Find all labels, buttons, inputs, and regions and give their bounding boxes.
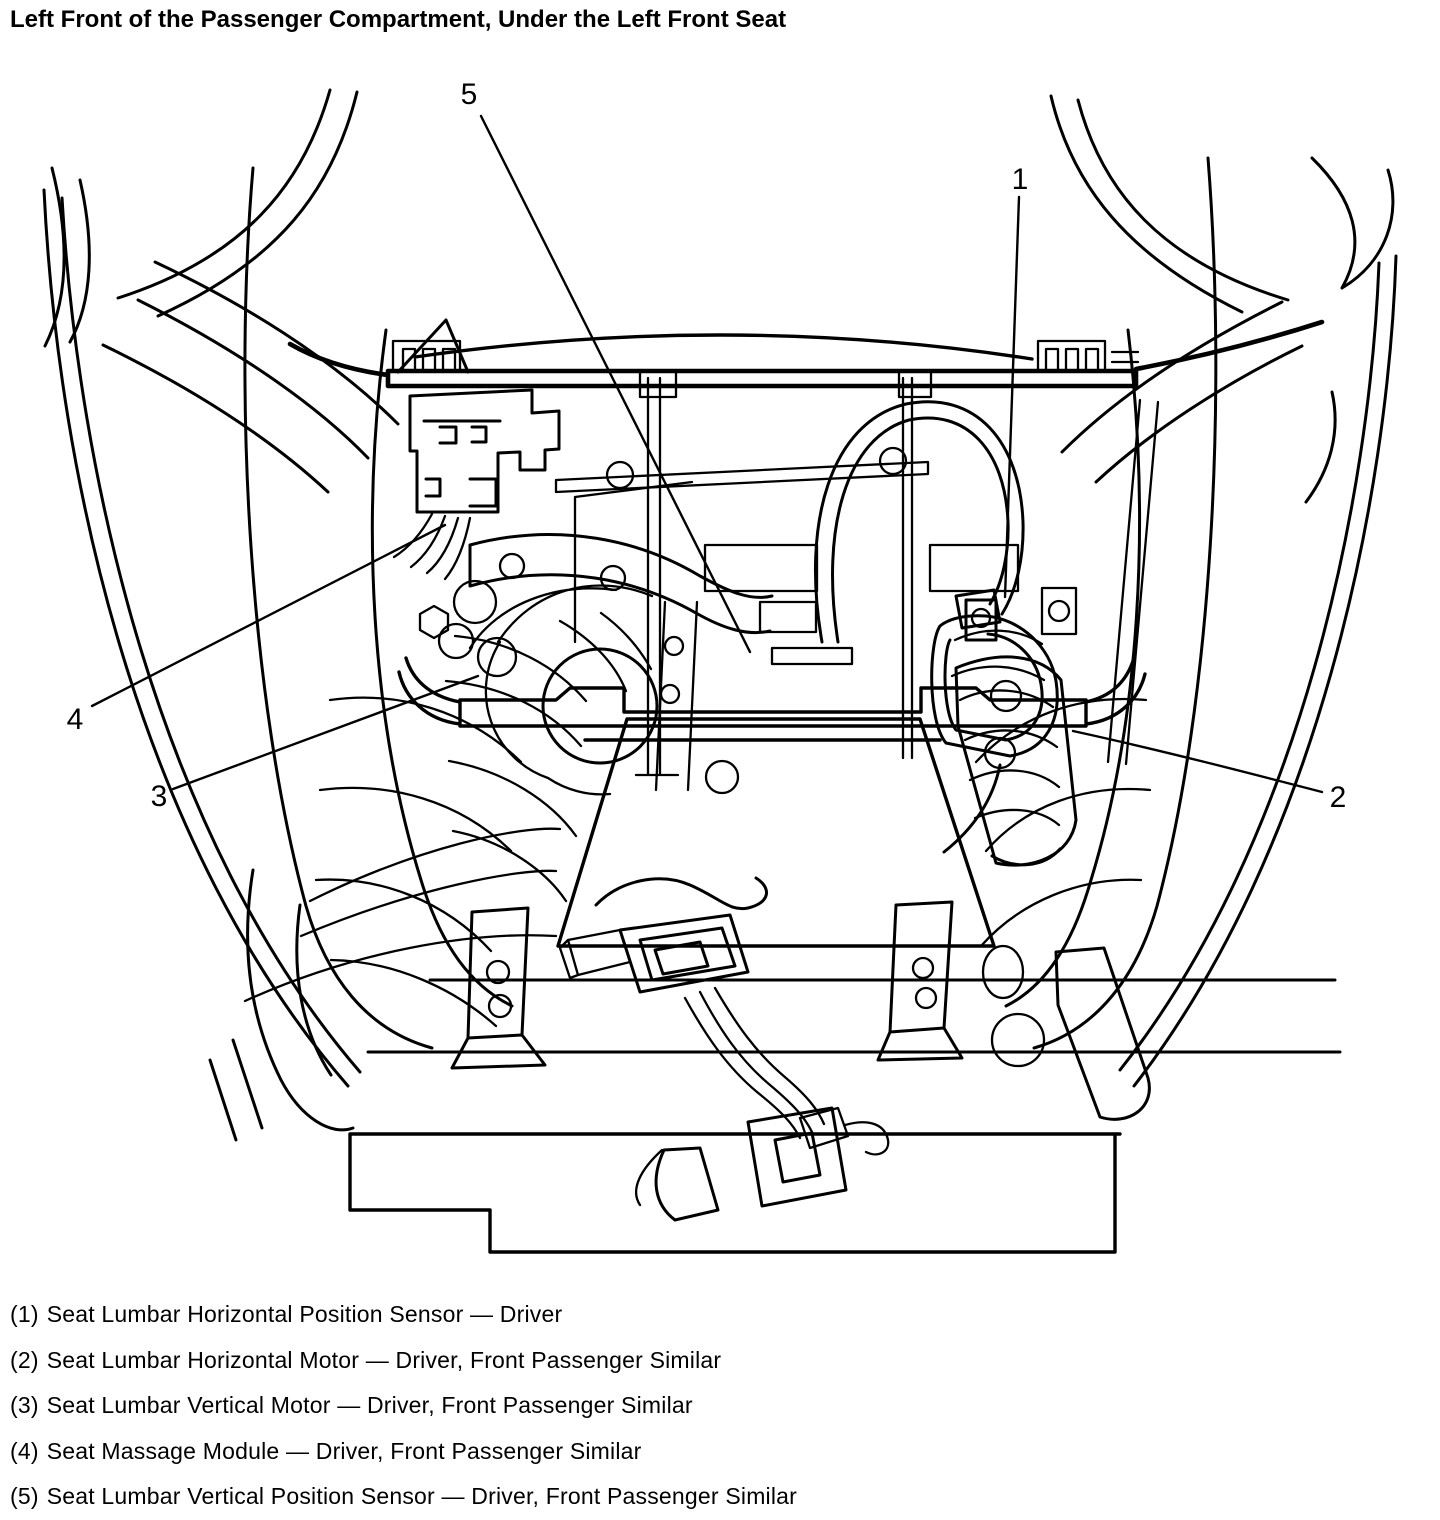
seat-back-panel <box>290 322 1322 397</box>
legend-item-1 <box>10 1292 1110 1338</box>
motor-bracket-hole <box>1049 601 1069 621</box>
seat-back-arc <box>415 335 1032 359</box>
legend-ref-4: (4) <box>10 1437 39 1464</box>
seat-fabric-left <box>44 90 468 1086</box>
left-leg <box>452 908 545 1068</box>
harness-bracket <box>560 930 630 978</box>
base-rails <box>368 980 1340 1052</box>
vertical-motor-disc <box>543 649 657 763</box>
right-pivot-circle <box>992 1014 1044 1066</box>
frame-panel-slots <box>575 482 1018 664</box>
legend-item-4 <box>10 1429 1110 1475</box>
bracket-arm-hole-1 <box>500 554 524 578</box>
legend-ref-2: (2) <box>10 1346 39 1373</box>
frame-bracket-arm <box>470 534 772 632</box>
lumbar-horizontal-position-sensor <box>815 402 1057 852</box>
fabric-right-edge <box>1120 256 1396 1086</box>
right-leg-hole-1 <box>913 958 933 978</box>
page-title: Left Front of the Passenger Compartment, Under the Left Front Seat <box>10 6 787 33</box>
legend-desc-3: Seat Lumbar Vertical Motor — Driver, Front Passenger Similar <box>46 1392 693 1418</box>
harness-ferrule <box>800 1108 848 1148</box>
legend-desc-2: Seat Lumbar Horizontal Motor — Driver, Front Passenger Similar <box>46 1346 722 1373</box>
harness-top-wire <box>596 878 766 909</box>
seat-pan <box>245 613 994 1001</box>
fabric-top-left-folds <box>45 90 468 492</box>
strap-hole-1 <box>665 637 683 655</box>
callout-1-label: 1 <box>1011 163 1029 196</box>
legend-item-3 <box>10 1383 1110 1429</box>
sensor-cable-loop <box>815 402 1023 642</box>
right-foot <box>1056 948 1149 1119</box>
seat-massage-module <box>394 390 559 579</box>
wiring-harness <box>560 878 888 1220</box>
harness-ribbon-cable <box>685 988 824 1138</box>
legend-item-5 <box>10 1474 1110 1520</box>
left-foot-fabric <box>210 870 353 1140</box>
right-pivot-oval <box>983 946 1023 998</box>
base-slab <box>350 1134 1120 1252</box>
horizontal-motor-ribs <box>952 631 1059 825</box>
motor-cluster-lobe-2 <box>439 624 473 658</box>
horizontal-motor-bracket <box>1042 588 1076 634</box>
fabric-left-edge <box>44 190 360 1086</box>
legend <box>10 1292 1110 1520</box>
frame-mid-bar-tab-left <box>607 462 633 488</box>
frame-mid-bar <box>556 462 928 492</box>
left-bolster <box>245 168 521 1048</box>
legend-desc-4: Seat Massage Module — Driver, Front Passenger Similar <box>46 1437 642 1464</box>
motor-cluster-lobe-1 <box>454 581 496 623</box>
fabric-top-right-folds <box>1051 96 1393 502</box>
harness-plug-right <box>748 1108 846 1206</box>
left-bolster-pleats <box>316 698 521 1026</box>
callout-4-label: 4 <box>66 703 84 736</box>
legend-ref-1: (1) <box>10 1301 39 1327</box>
seat-pan-panel <box>558 719 994 946</box>
seat-fabric-right <box>1051 96 1396 1086</box>
legend-desc-1: Seat Lumbar Horizontal Position Sensor — Driver <box>46 1301 563 1327</box>
strap-hole-2 <box>661 685 679 703</box>
legend-item-2 <box>10 1338 1110 1384</box>
strap-foot <box>706 761 738 793</box>
legend-desc-5: Seat Lumbar Vertical Position Sensor — Driver, Front Passenger Similar <box>46 1483 798 1509</box>
massage-module-body <box>410 390 559 512</box>
callout-3-label: 3 <box>150 780 168 813</box>
motor-bolt <box>420 606 448 638</box>
right-bolster-edges <box>1006 158 1216 1048</box>
seat-base-frame <box>210 870 1340 1252</box>
legend-ref-5: (5) <box>10 1483 39 1509</box>
legend-ref-3: (3) <box>10 1392 39 1418</box>
frame-vertical-rods <box>636 378 912 775</box>
callout-5-label: 5 <box>460 78 478 111</box>
callout-2-label: 2 <box>1329 781 1347 814</box>
right-bolster <box>976 158 1216 1048</box>
harness-plug-left <box>656 1148 718 1220</box>
sensor-hole-1 <box>991 681 1021 711</box>
right-leg-hole-2 <box>916 988 936 1008</box>
